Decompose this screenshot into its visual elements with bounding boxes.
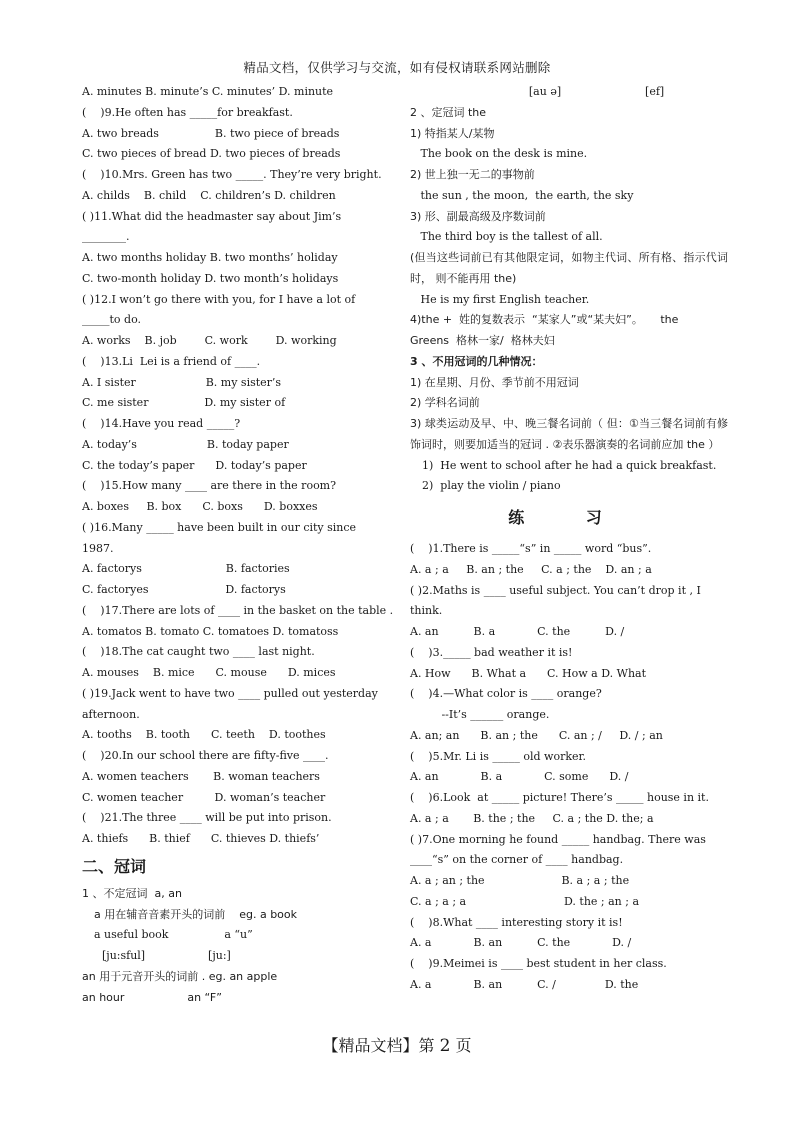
grammar-notes — [410, 82, 728, 497]
text-line: C. a ; a ; a D. the ; an ; a — [410, 894, 640, 908]
text-line: ( )15.How many ____ are there in the room? — [82, 479, 337, 493]
text-line: ( )16.Many _____ have been built in our city since — [82, 520, 357, 534]
text-line: He is my first English teacher. — [410, 292, 590, 306]
text-line: A. a B. an C. the D. / — [410, 936, 632, 950]
text-line: 1987. — [82, 541, 114, 555]
subsection-heading: 1 、不定冠词 a, an — [82, 886, 182, 900]
subsection-heading: 2 、定冠词 the — [410, 105, 487, 119]
text-line: ( )14.Have you read _____? — [82, 417, 241, 430]
section-title-articles: 二、冠词 — [82, 856, 147, 876]
text-line: ( )8.What ____ interesting story it is! — [410, 915, 623, 929]
text-line: C. two pieces of bread D. two pieces of breads — [82, 147, 341, 161]
text-line: the sun , the moon, the earth, the sky — [410, 188, 634, 202]
text-line: 1) 特指某人/某物 — [410, 126, 495, 140]
text-line: A. a B. an C. / D. the — [410, 977, 639, 991]
text-line: ( )20.In our school there are fifty-five ____. — [82, 749, 329, 762]
text-line: A. tooths B. tooth C. teeth D. toothes — [82, 728, 326, 742]
text-line: ( )4.—What color is ____ orange? — [410, 687, 602, 701]
text-line: an 用于元音开头的词前 . eg. an apple — [82, 969, 278, 983]
text-line: a useful book a “u” — [94, 928, 253, 942]
text-line: ( )18.The cat caught two ____ last night. — [82, 645, 315, 659]
text-line: ( )9.He often has _____for breakfast. — [82, 105, 293, 119]
text-line: A. two breads B. two piece of breads — [82, 126, 340, 140]
text-line: 4)the + 姓的复数表示 “某家人”或“某夫妇”。 the — [410, 313, 679, 327]
text-line: _____to do. — [82, 313, 142, 327]
text-line: C. the today’s paper D. today’s paper — [82, 458, 307, 472]
text-line: A. boxes B. box C. boxs D. boxxes — [82, 500, 318, 513]
text-line: ( )6.Look at _____ picture! There’s _____ house in it. — [410, 791, 709, 804]
right-column — [410, 82, 728, 996]
text-line: A. childs B. child C. children’s D. children — [82, 188, 336, 202]
text-line: A. women teachers B. woman teachers — [82, 769, 320, 783]
text-line: A. a ; a B. an ; the C. a ; the D. an ; a — [410, 562, 652, 576]
page-footer — [0, 1033, 794, 1056]
left-column — [82, 82, 394, 1008]
practice-exercise-list — [410, 539, 728, 996]
text-line: A. works B. job C. work D. working — [82, 334, 337, 347]
text-line: 2) 学科名词前 — [410, 396, 480, 410]
page-header: 精品文档，仅供学习与交流，如有侵权请联系网站删除 — [243, 60, 551, 75]
text-line: C. women teacher D. woman’s teacher — [82, 790, 326, 804]
text-line: --It’s ______ orange. — [410, 708, 550, 721]
text-line: 3) 形、副最高级及序数词前 — [410, 209, 546, 223]
page-number: 2 — [439, 1036, 451, 1056]
text-line: ( )12.I won’t go there with you, for I have a lot of — [82, 292, 356, 306]
text-line: ( )3._____ bad weather it is! — [410, 645, 573, 659]
text-line: Greens 格林一家/ 格林夫妇 — [410, 334, 555, 347]
text-line: A. mouses B. mice C. mouse D. mices — [82, 666, 336, 679]
practice-title: 练 习 — [508, 508, 630, 527]
text-line: a 用在辅音音素开头的词前 eg. a book — [94, 907, 298, 921]
text-line: 1) He went to school after he had a quick breakfast. — [422, 458, 717, 472]
text-line: 1) 在星期、月份、季节前不用冠词 — [410, 375, 579, 389]
phonetic-line: [ju:sful] [ju:] — [102, 949, 231, 962]
text-line: A. an; an B. an ; the C. an ; / D. / ; an — [410, 728, 663, 742]
footer-suffix: 页 — [455, 1036, 472, 1055]
text-line: C. me sister D. my sister of — [82, 396, 286, 410]
text-line: ( )10.Mrs. Green has two _____. They’re very bright. — [82, 168, 382, 181]
text-line: A. an B. a C. some D. / — [410, 770, 629, 784]
text-line: think. — [410, 604, 443, 618]
text-line: 2) play the violin / piano — [422, 479, 561, 493]
text-line: ( )1.There is _____“s” in _____ word “bus”. — [410, 542, 652, 555]
text-line: The book on the desk is mine. — [410, 147, 588, 161]
text-line: A. a ; a B. the ; the C. a ; the D. the; a — [410, 811, 654, 825]
text-line: The third boy is the tallest of all. — [410, 230, 603, 244]
text-line: (但当这些词前已有其他限定词，如物主代词、所有格、指示代词时， 则不能再用 the) — [410, 251, 728, 285]
text-line: ( )9.Meimei is ____ best student in her class. — [410, 957, 667, 970]
text-line: ________. — [82, 230, 130, 244]
text-line: A. How B. What a C. How a D. What — [410, 666, 647, 680]
text-line: ( )17.There are lots of ____ in the basket on the table . — [82, 603, 394, 617]
text-line: afternoon. — [82, 707, 140, 721]
text-line: A. tomatos B. tomato C. tomatoes D. tomatoss — [82, 624, 339, 638]
text-line: A. a ; an ; the B. a ; a ; the — [410, 874, 630, 887]
text-line: A. an B. a C. the D. / — [410, 625, 625, 638]
text-line: A. two months holiday B. two months’ holiday — [82, 251, 338, 264]
text-line: 2) 世上独一无二的事物前 — [410, 168, 535, 181]
text-line: ( )21.The three ____ will be put into prison. — [82, 811, 332, 825]
text-line: A. minutes B. minute’s C. minutes’ D. minute — [82, 85, 334, 98]
text-line: an hour an “F” — [82, 990, 222, 1004]
text-line: 3) 球类运动及早、中、晚三餐名词前（ 但：①当三餐名词前有修饰词时，则要加适当的冠词 . ②表乐器演奏的名词前应加 the ） — [410, 417, 728, 451]
text-line: ( )11.What did the headmaster say about Jim’s — [82, 209, 342, 223]
text-line: C. factoryes D. factorys — [82, 583, 286, 596]
text-line: A. today’s B. today paper — [82, 437, 289, 451]
phonetic-line: [au ə] [ef] — [410, 85, 665, 98]
text-line: ____“s” on the corner of ____ handbag. — [410, 853, 624, 867]
exercise-list-nouns — [82, 82, 394, 850]
footer-label: 【精品文档】第 — [322, 1036, 435, 1055]
article-notes — [82, 884, 387, 1009]
text-line: ( )5.Mr. Li is _____ old worker. — [410, 749, 587, 763]
text-line: ( )19.Jack went to have two ____ pulled out yesterday — [82, 686, 378, 700]
subsection-heading: 3 、不用冠词的几种情况： — [410, 354, 543, 368]
text-line: ( )2.Maths is ____ useful subject. You can’t drop it , I — [410, 583, 701, 597]
text-line: ( )7.One morning he found _____ handbag. There was — [410, 832, 706, 846]
text-line: C. two-month holiday D. two month’s holidays — [82, 271, 339, 285]
text-line: A. thiefs B. thief C. thieves D. thiefs’ — [82, 832, 320, 845]
text-line: A. I sister B. my sister’s — [82, 375, 282, 389]
text-line: A. factorys B. factories — [82, 562, 290, 576]
text-line: ( )13.Li Lei is a friend of ____. — [82, 354, 261, 368]
